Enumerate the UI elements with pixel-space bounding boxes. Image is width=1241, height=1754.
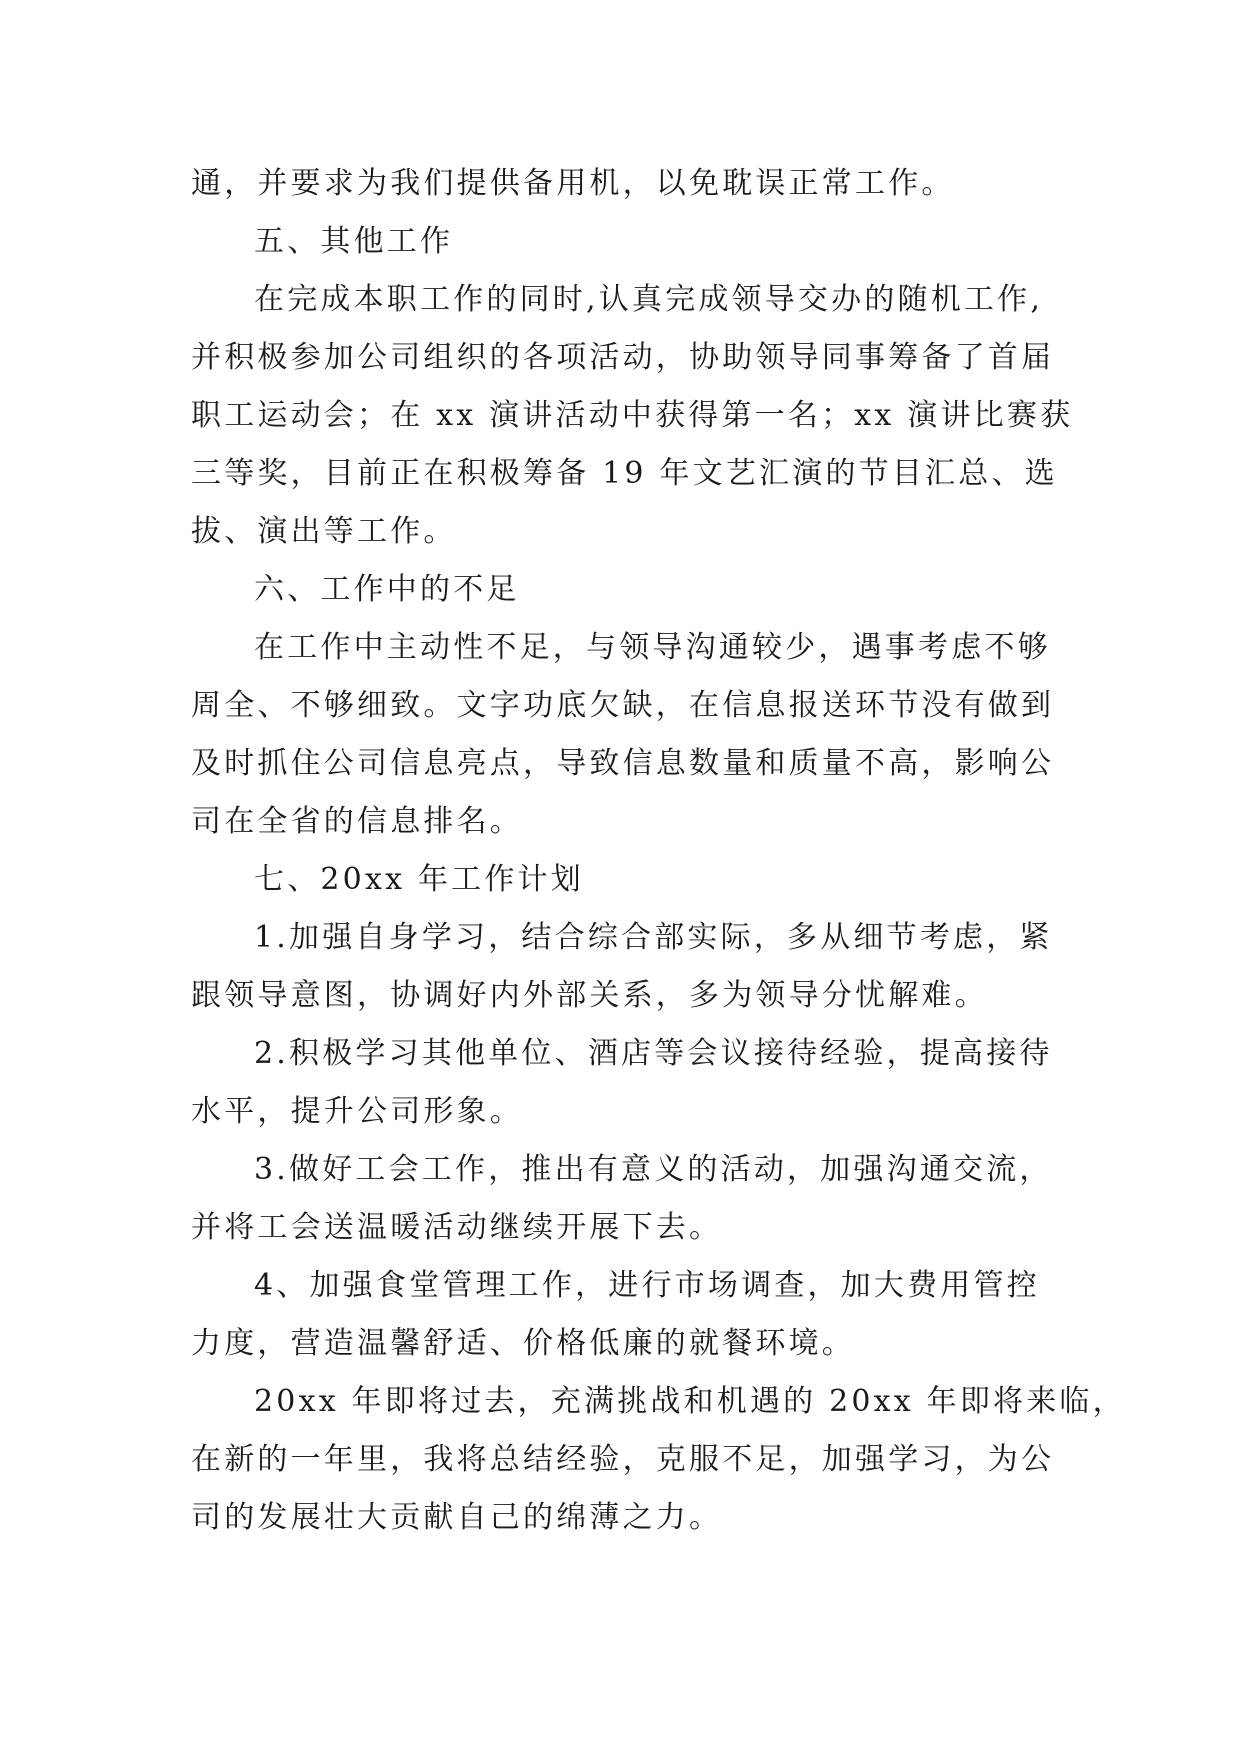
text-line: 三等奖，目前正在积极筹备 19 年文艺汇演的节目汇总、选: [191, 456, 1058, 491]
text-line: 并积极参加公司组织的各项活动，协助领导同事筹备了首届: [191, 340, 1055, 375]
section-heading: 五、其他工作: [254, 224, 454, 259]
text-line: 4、加强食堂管理工作，进行市场调查，加大费用管控: [254, 1268, 1040, 1303]
section-heading: 六、工作中的不足: [254, 572, 520, 607]
text-line: 及时抓住公司信息亮点，导致信息数量和质量不高，影响公: [191, 746, 1055, 781]
text-line: 周全、不够细致。文字功底欠缺，在信息报送环节没有做到: [191, 688, 1055, 723]
text-line: 并将工会送温暖活动继续开展下去。: [191, 1210, 723, 1245]
text-line: 1.加强自身学习，结合综合部实际，多从细节考虑，紧: [254, 920, 1053, 955]
text-line: 职工运动会；在 xx 演讲活动中获得第一名；xx 演讲比赛获: [191, 398, 1074, 433]
section-heading: 七、20xx 年工作计划: [254, 862, 584, 897]
text-line: 20xx 年即将过去，充满挑战和机遇的 20xx 年即将来临，: [254, 1384, 1126, 1419]
text-line: 拔、演出等工作。: [191, 514, 457, 549]
text-line: 跟领导意图，协调好内外部关系，多为领导分忧解难。: [191, 978, 988, 1013]
text-line: 在新的一年里，我将总结经验，克服不足，加强学习，为公: [191, 1442, 1055, 1477]
text-line: 司在全省的信息排名。: [191, 804, 523, 839]
text-line: 在工作中主动性不足，与领导沟通较少，遇事考虑不够: [254, 630, 1051, 665]
text-line: 力度，营造温馨舒适、价格低廉的就餐环境。: [191, 1326, 855, 1361]
text-line: 2.积极学习其他单位、酒店等会议接待经验，提高接待: [254, 1036, 1053, 1071]
text-line: 3.做好工会工作，推出有意义的活动，加强沟通交流，: [254, 1152, 1053, 1187]
text-line: 司的发展壮大贡献自己的绵薄之力。: [191, 1500, 723, 1535]
text-line: 在完成本职工作的同时,认真完成领导交办的随机工作,: [254, 282, 1044, 317]
text-line: 通，并要求为我们提供备用机，以免耽误正常工作。: [191, 166, 955, 201]
text-line: 水平，提升公司形象。: [191, 1094, 523, 1129]
